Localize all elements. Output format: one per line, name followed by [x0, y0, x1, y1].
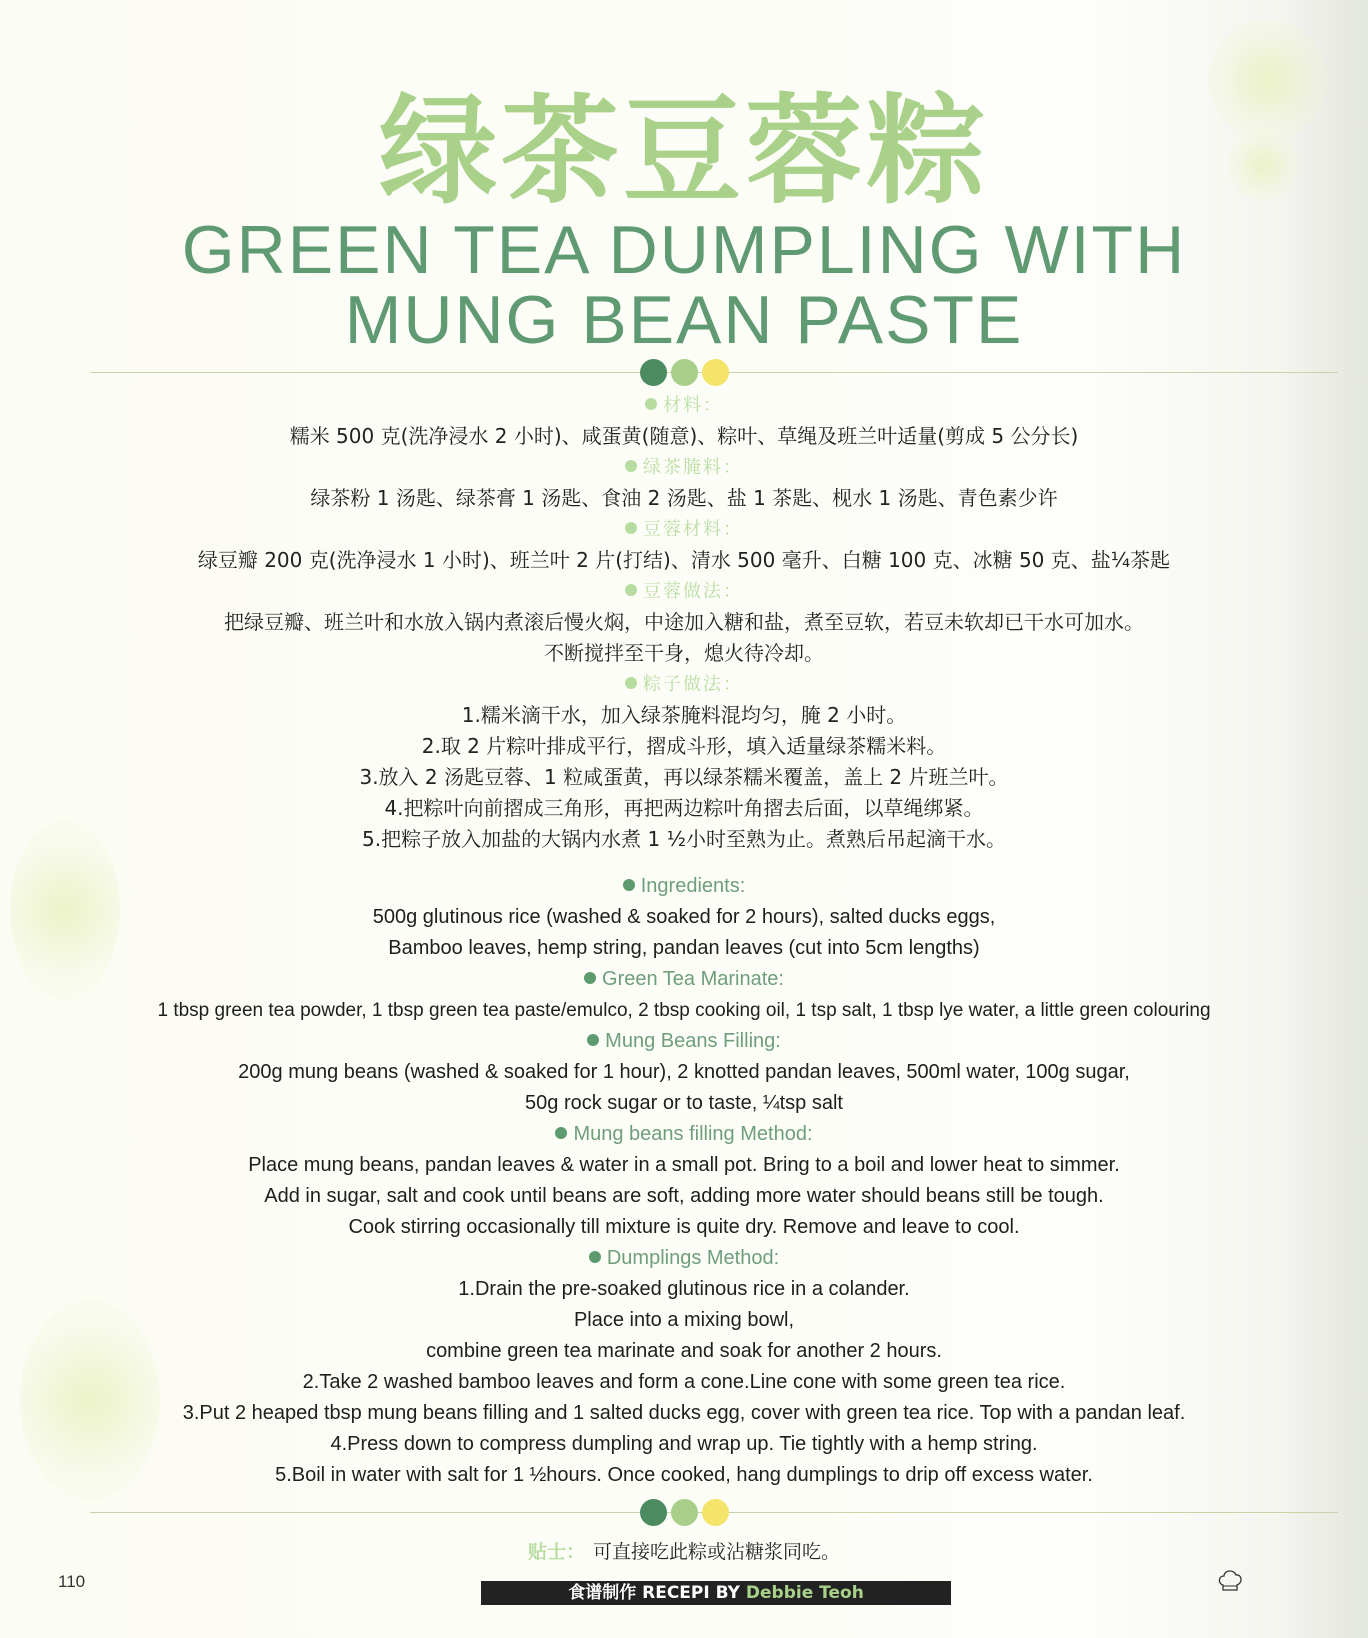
- dot-yellow: [702, 359, 729, 386]
- en-section-ingredients: [0, 871, 1368, 964]
- step-line: combine green tea marinate and soak for another 2 hours.: [426, 1340, 942, 1362]
- section-line: 不断搅拌至干身，熄火待冷却。: [544, 641, 824, 665]
- section-line: Bamboo leaves, hemp string, pandan leaves (cut into 5cm lengths): [388, 937, 980, 959]
- title-english-line2: MUNG BEAN PASTE: [344, 282, 1024, 358]
- dot-light: [671, 359, 698, 386]
- bullet-icon: [625, 460, 637, 472]
- section-line: 1 tbsp green tea powder, 1 tbsp green tea paste/emulco, 2 tbsp cooking oil, 1 tsp salt, 1 tbsp lye water, a little green colouring: [157, 1000, 1211, 1021]
- section-line: 把绿豆瓣、班兰叶和水放入锅内煮滚后慢火焖，中途加入糖和盐，煮至豆软，若豆未软却已干水可加水。: [224, 610, 1144, 634]
- tip-text: 可直接吃此粽或沾糖浆同吃。: [593, 1541, 841, 1563]
- step-line: 2.Take 2 washed bamboo leaves and form a cone.Line cone with some green tea rice.: [302, 1371, 1066, 1393]
- chef-hat-icon: [1215, 1565, 1245, 1595]
- section-line: 绿豆瓣 200 克(洗净浸水 1 小时)、班兰叶 2 片(打结)、清水 500 毫升、白糖 100 克、冰糖 50 克、盐¼茶匙: [197, 548, 1171, 572]
- step-line: 4.把粽叶向前摺成三角形，再把两边粽叶角摺去后面，以草绳绑紧。: [384, 796, 984, 820]
- section-line: Add in sugar, salt and cook until beans are soft, adding more water should beans still be tough.: [264, 1185, 1104, 1207]
- section-line: Place mung beans, pandan leaves & water in a small pot. Bring to a boil and lower heat to simmer.: [248, 1154, 1120, 1176]
- bullet-icon: [587, 1034, 599, 1046]
- bullet-icon: [625, 584, 637, 596]
- cn-section-dumpling-method: [0, 669, 1368, 855]
- en-section-marinate: [0, 964, 1368, 1026]
- section-line: 500g glutinous rice (washed & soaked for 2 hours), salted ducks eggs,: [372, 906, 996, 928]
- bullet-icon: [625, 677, 637, 689]
- recipe-credit-bar: [481, 1581, 951, 1605]
- section-heading: Ingredients:: [640, 875, 746, 897]
- page-number: 110: [58, 1572, 86, 1591]
- dot-yellow: [702, 1499, 729, 1526]
- step-line: 5.Boil in water with salt for 1 ½hours. Once cooked, hang dumplings to drip off excess water.: [275, 1464, 1093, 1486]
- en-section-dumpling-method: [0, 1243, 1368, 1491]
- bullet-icon: [584, 972, 596, 984]
- divider-dots-bottom: [0, 1499, 1368, 1527]
- cn-section-filling-method: [0, 576, 1368, 669]
- section-line: 50g rock sugar or to taste, ¼tsp salt: [525, 1092, 843, 1114]
- step-line: 3.放入 2 汤匙豆蓉、1 粒咸蛋黄，再以绿茶糯米覆盖，盖上 2 片班兰叶。: [359, 765, 1009, 789]
- section-heading: Dumplings Method:: [606, 1247, 780, 1269]
- section-heading: 材料：: [663, 395, 723, 416]
- bullet-icon: [645, 398, 657, 410]
- credit-author: Debbie Teoh: [745, 1583, 864, 1603]
- credit-prefix: 食谱制作 RECEPI BY: [568, 1583, 740, 1603]
- tip-label: 贴士：: [527, 1541, 585, 1563]
- bullet-icon: [625, 522, 637, 534]
- title-chinese: 绿茶豆蓉粽: [378, 82, 989, 220]
- step-line: 1.Drain the pre-soaked glutinous rice in a colander.: [458, 1278, 910, 1300]
- cn-section-ingredients: [0, 390, 1368, 452]
- step-line: 2.取 2 片粽叶排成平行，摺成斗形，填入适量绿茶糯米料。: [421, 734, 947, 758]
- section-line: 糯米 500 克(洗净浸水 2 小时)、咸蛋黄(随意)、粽叶、草绳及班兰叶适量(剪成 5 公分长): [289, 424, 1079, 448]
- dot-dark: [640, 359, 667, 386]
- en-section-filling-method: [0, 1119, 1368, 1243]
- section-line: 200g mung beans (washed & soaked for 1 hour), 2 knotted pandan leaves, 500ml water, 100g sugar,: [238, 1061, 1130, 1083]
- section-heading: Mung beans filling Method:: [573, 1123, 813, 1145]
- bullet-icon: [555, 1127, 567, 1139]
- tip-note: [0, 1537, 1368, 1564]
- step-line: 1.糯米滴干水，加入绿茶腌料混均匀，腌 2 小时。: [461, 703, 907, 727]
- section-heading: 粽子做法：: [643, 674, 743, 695]
- cn-section-filling: [0, 514, 1368, 576]
- dot-light: [671, 1499, 698, 1526]
- step-line: 5.把粽子放入加盐的大锅内水煮 1 ½小时至熟为止。煮熟后吊起滴干水。: [362, 827, 1006, 851]
- recipe-content: [0, 390, 1368, 1491]
- section-line: Cook stirring occasionally till mixture is quite dry. Remove and leave to cool.: [348, 1216, 1020, 1238]
- step-line: 3.Put 2 heaped tbsp mung beans filling and 1 salted ducks egg, cover with green tea rice. Top with a pandan leaf.: [182, 1402, 1186, 1424]
- section-heading: Mung Beans Filling:: [605, 1030, 781, 1052]
- cn-section-marinate: [0, 452, 1368, 514]
- section-heading: 绿茶腌料：: [643, 457, 743, 478]
- bullet-icon: [589, 1251, 601, 1263]
- bullet-icon: [623, 879, 635, 891]
- section-heading: Green Tea Marinate:: [602, 968, 784, 990]
- dot-dark: [640, 1499, 667, 1526]
- step-line: 4.Press down to compress dumpling and wrap up. Tie tightly with a hemp string.: [330, 1433, 1038, 1455]
- section-line: 绿茶粉 1 汤匙、绿茶膏 1 汤匙、食油 2 汤匙、盐 1 茶匙、枧水 1 汤匙、青色素少许: [310, 486, 1058, 510]
- divider-dots-top: [0, 359, 1368, 387]
- title-english-line1: GREEN TEA DUMPLING WITH: [181, 212, 1187, 288]
- en-section-filling: [0, 1026, 1368, 1119]
- step-line: Place into a mixing bowl,: [573, 1309, 795, 1331]
- section-heading: 豆蓉做法：: [643, 581, 743, 602]
- section-heading: 豆蓉材料：: [643, 519, 743, 540]
